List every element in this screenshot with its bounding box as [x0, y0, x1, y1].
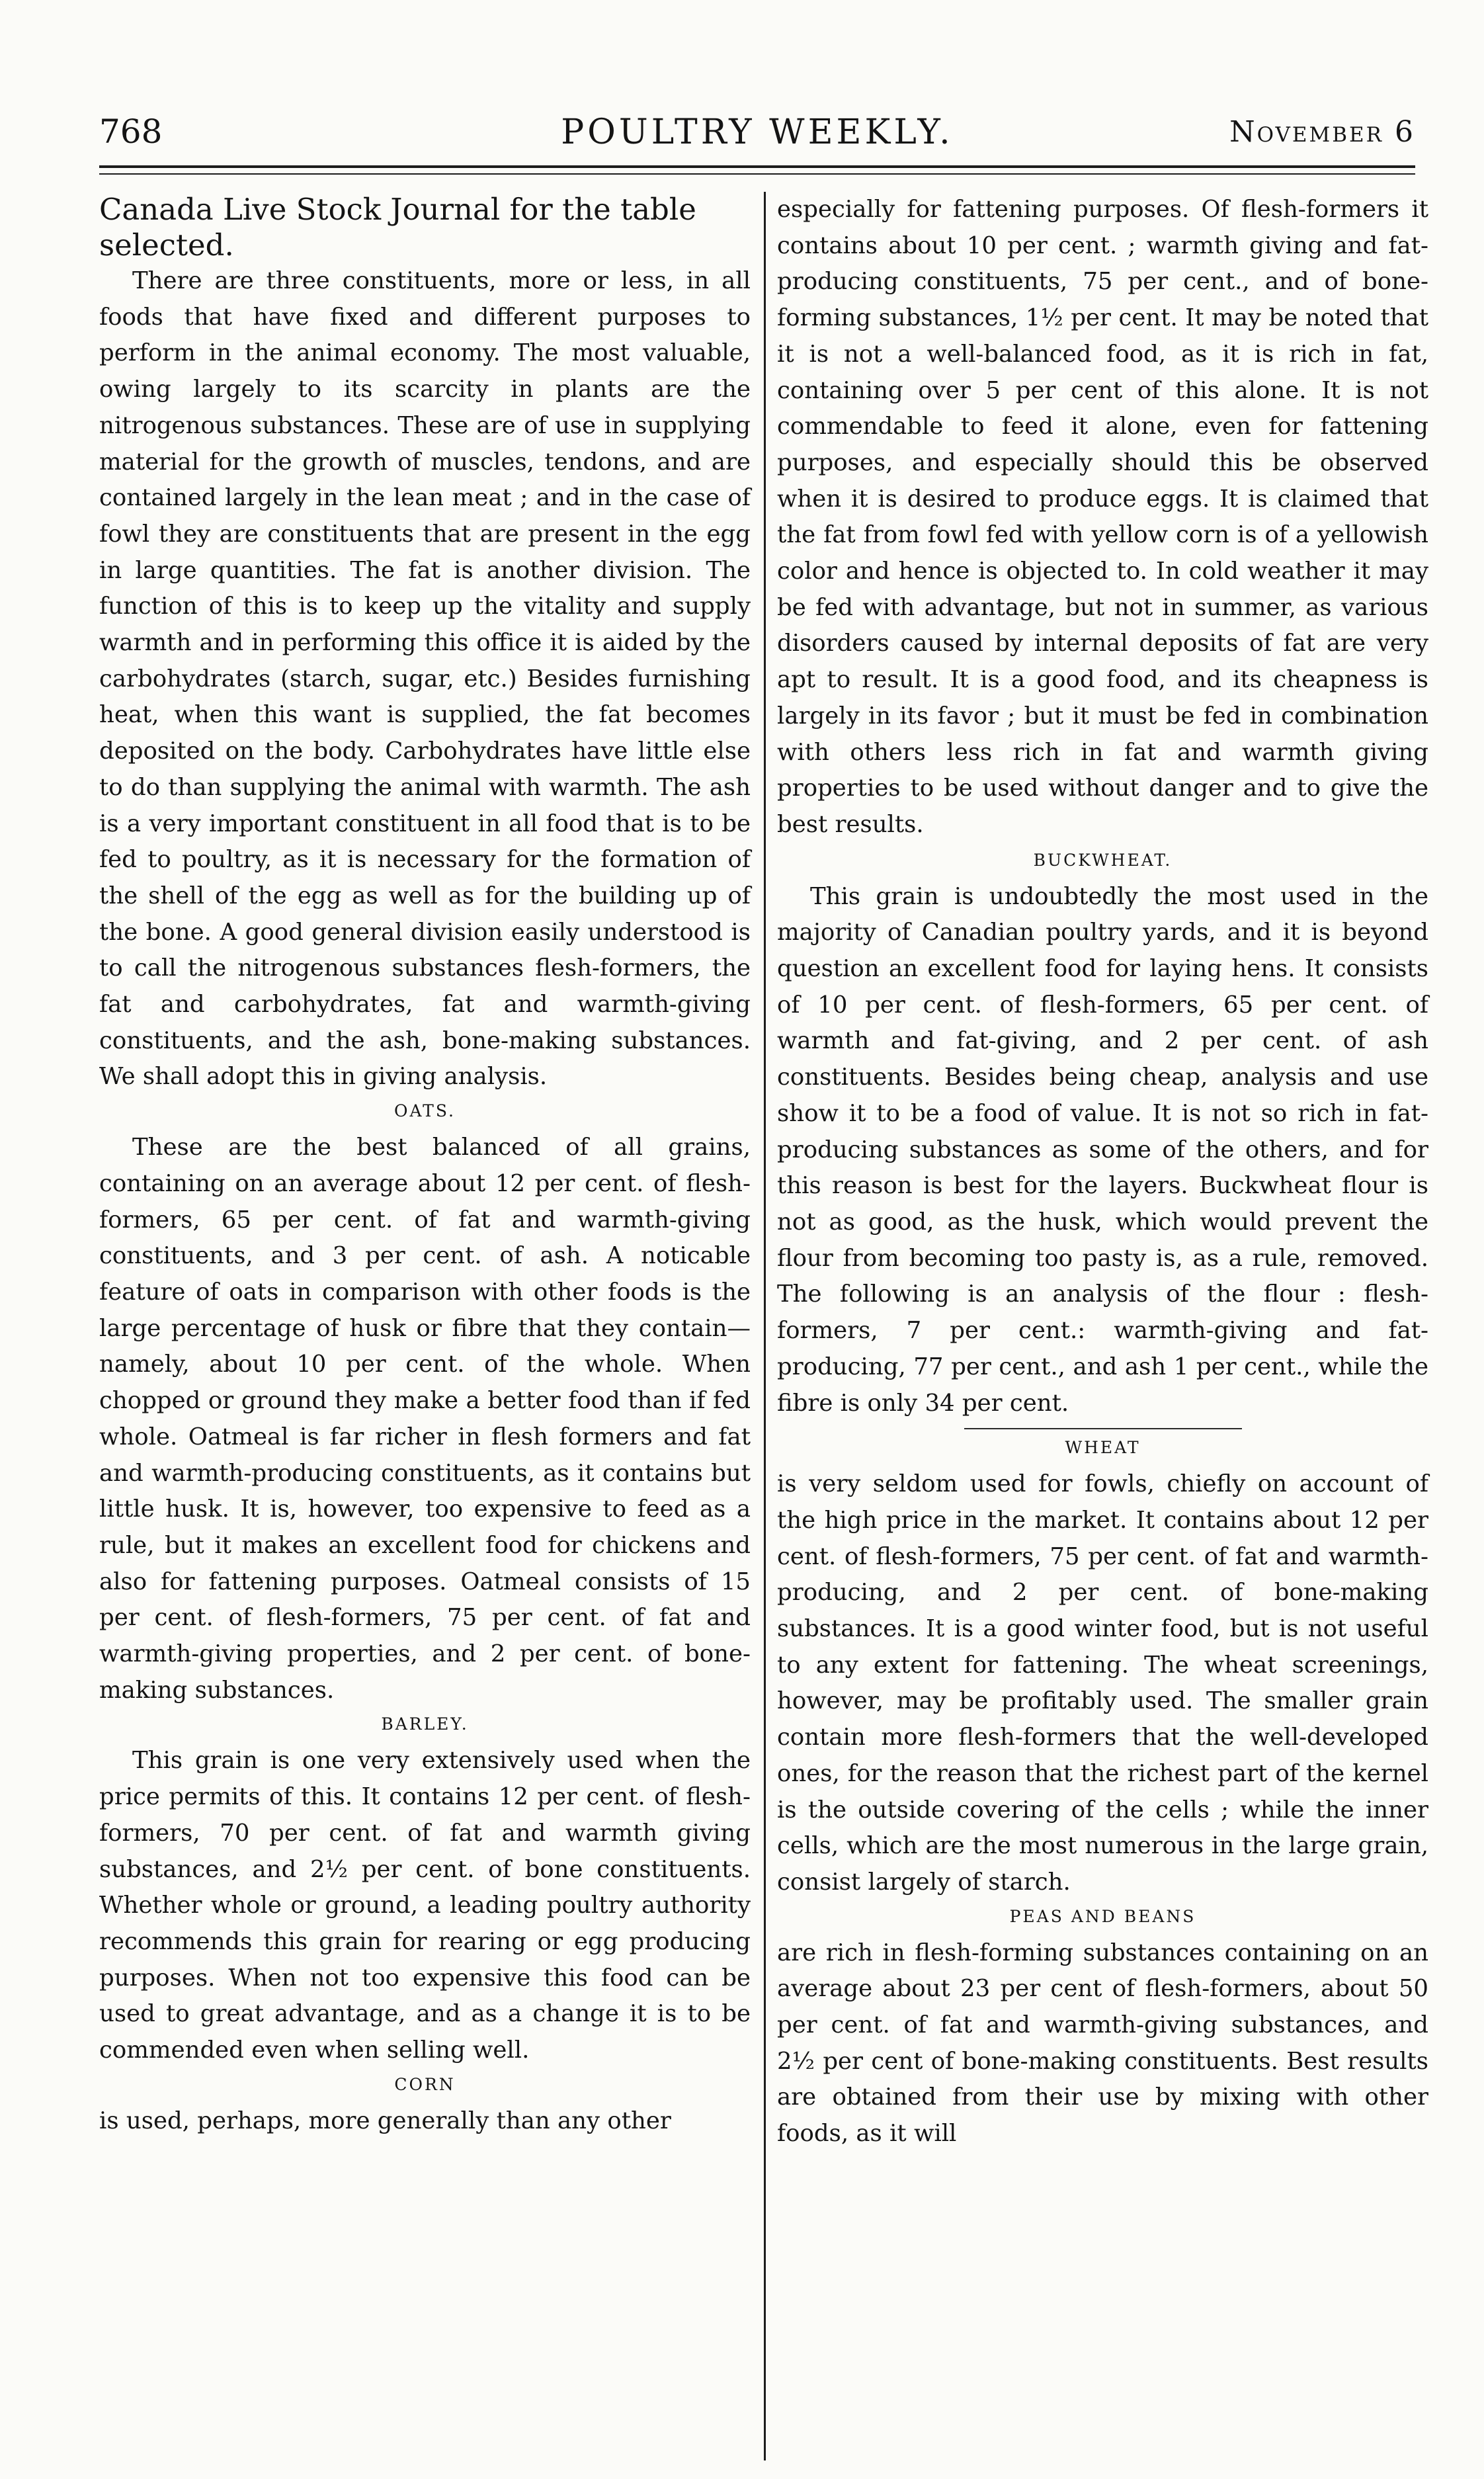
- left-column: [99, 192, 751, 2139]
- buckwheat-paragraph: This grain is undoubtedly the most used in the majority of Canadian poultry yards, and it is beyond question an excellent food for laying hens. It consists of 10 per cent. of flesh-formers, 65 per cent. of warmth and fat-giving, and 2 per cent. of ash constituents. Besides being cheap, analysis and use show it to be a food of value. It is not so rich in fat-producing substances as some of the others, and for this reason is best for the layers. Buckwheat flour is not as good, as the husk, which would prevent the flour from becoming too pasty is, as a rule, removed. The following is an analysis of the flour : flesh-formers, 7 per cent.: warmth-giving and fat-producing, 77 per cent., and ash 1 per cent., while the fibre is only 34 per cent.: [777, 882, 1428, 1417]
- section-separator: [964, 1428, 1242, 1429]
- section-title-buckwheat: BUCKWHEAT.: [1033, 850, 1173, 870]
- oats-paragraph: These are the best balanced of all grains, containing on an average about 12 per cent. of flesh-formers, 65 per cent. of fat and warmth-giving constituents, and 3 per cent. of ash. A noticable feature of oats in comparison with other foods is the large percentage of husk or fibre that they contain—namely, about 10 per cent. of the whole. When chopped or ground they make a better food than if fed whole. Oatmeal is far richer in flesh formers and fat and warmth-producing constituents, as it contains but little husk. It is, however, too expensive to feed as a rule, but it makes an excellent food for chickens and also for fattening purposes. Oatmeal consists of 15 per cent. of flesh-formers, 75 per cent. of fat and warmth-giving properties, and 2 per cent. of bone-making substances.: [99, 1134, 751, 1704]
- intro-paragraph: There are three constituents, more or less, in all foods that have fixed and different purposes to perform in the animal economy. The most valuable, owing largely to its scarcity in plants are the nitrogenous substances. These are of use in supplying material for the growth of muscles, tendons, and are contained largely in the lean meat ; and in the case of fowl they are constituents that are present in the egg in large quantities. The fat is another division. The function of this is to keep up the vitality and supply warmth and in performing this office it is aided by the carbohydrates (starch, sugar, etc.) Besides furnishing heat, when this want is supplied, the fat becomes deposited on the body. Carbohydrates have little else to do than supplying the animal with warmth. The ash is a very important constituent in all food that is to be fed to poultry, as it is necessary for the formation of the shell of the egg as well as for the building up of the bone. A good general division easily understood is to call the nitrogenous substances flesh-formers, the fat and carbohydrates, fat and warmth-giving constituents, and the ash, bone-making substances. We shall adopt this in giving analysis.: [99, 267, 751, 1091]
- column-divider: [764, 192, 766, 2460]
- issue-date: November 6: [1229, 115, 1415, 149]
- barley-paragraph: This grain is one very extensively used when the price permits of this. It contains 12 per cent. of flesh-formers, 70 per cent. of fat and warmth giving substances, and 2½ per cent. of bone constituents. Whether whole or ground, a leading poultry authority recommends this grain for rearing or egg producing purposes. When not too expensive this food can be used to great advantage, and as a change it is to be commended even when selling well.: [99, 1747, 751, 2064]
- page-header: [99, 112, 1415, 159]
- section-title-oats: OATS.: [393, 1101, 456, 1121]
- header-rule-thick: [99, 165, 1415, 168]
- corn-paragraph-start: is used, perhaps, more generally than any other: [99, 2107, 671, 2134]
- wheat-paragraph: is very seldom used for fowls, chiefly on account of the high price in the market. It contains about 12 per cent. of flesh-formers, 75 per cent. of fat and warmth-producing, and 2 per cent. of bone-making substances. It is a good winter food, but is not useful to any extent for fattening. The wheat screenings, however, may be profitably used. The smaller grain contain more flesh-formers that the well-developed ones, for the reason that the richest part of the kernel is the outside covering of the cells ; while the inner cells, which are the most numerous in the large grain, consist largely of starch.: [777, 1470, 1428, 1896]
- publication-title: POULTRY WEEKLY.: [561, 112, 954, 152]
- section-title-corn: CORN: [394, 2074, 456, 2094]
- header-rule-thin: [99, 173, 1415, 175]
- section-title-wheat: WHEAT: [1065, 1438, 1141, 1458]
- right-column: [777, 192, 1428, 2152]
- section-title-peas-beans: PEAS AND BEANS: [1009, 1906, 1196, 1926]
- page-number: 768: [99, 112, 163, 151]
- peas-beans-paragraph: are rich in flesh-forming substances containing on an average about 23 per cent of flesh-formers, about 50 per cent. of fat and warmth-giving substances, and 2½ per cent of bone-making constituents. Best results are obtained from their use by mixing with other foods, as it will: [777, 1939, 1428, 2148]
- article-heading: Canada Live Stock Journal for the table selected.: [99, 192, 696, 263]
- corn-paragraph-continued: especially for fattening purposes. Of flesh-formers it contains about 10 per cent. ; warmth giving and fat-producing constituents, 75 per cent., and of bone-forming substances, 1½ per cent. It may be noted that it is not a well-balanced food, as it is rich in fat, containing over 5 per cent of this alone. It is not commendable to feed it alone, even for fattening purposes, and especially should this be observed when it is desired to produce eggs. It is claimed that the fat from fowl fed with yellow corn is of a yellowish color and hence is objected to. In cold weather it may be fed with advantage, but not in summer, as various disorders caused by internal deposits of fat are very apt to result. It is a good food, and its cheapness is largely in its favor ; but it must be fed in combination with others less rich in fat and warmth giving properties to be used without danger and to give the best results.: [777, 196, 1428, 838]
- section-title-barley: BARLEY.: [381, 1714, 469, 1734]
